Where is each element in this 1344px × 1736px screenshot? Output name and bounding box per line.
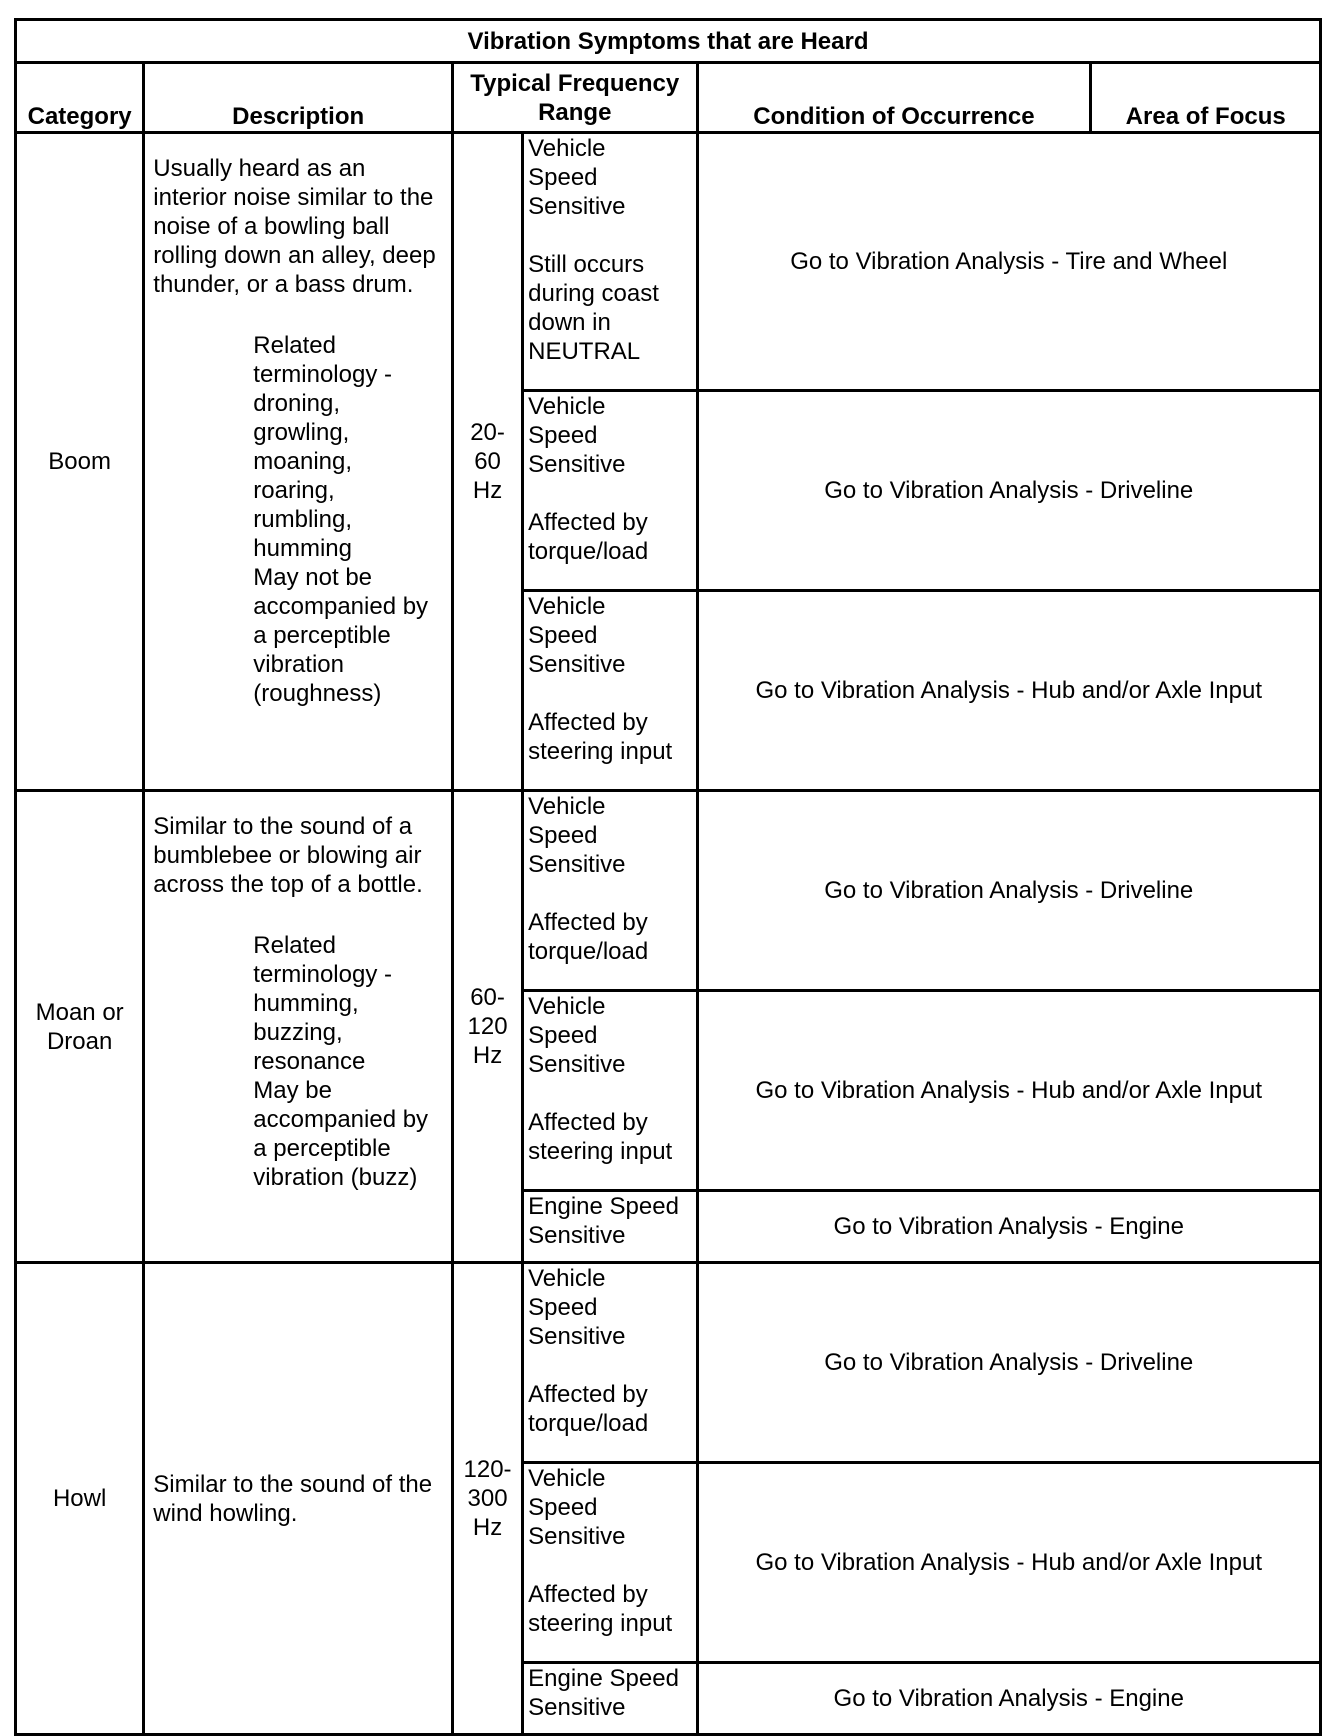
text-line: 60 [474,448,501,475]
vibration-document [14,18,1322,1720]
text-line: droning, [253,390,341,417]
text-line: 20- [470,419,505,446]
table-row [16,791,1321,991]
description-cell [144,1263,453,1735]
text-line: vibration [253,651,344,678]
text-line: a perceptible [253,1135,391,1162]
category-cell: Howl [16,1263,144,1735]
category-cell: Boom [16,133,144,791]
text-line: 120 [467,1013,508,1040]
condition-gap [528,879,691,908]
text-line: Vehicle [528,1265,606,1292]
text-line: Hz [472,1514,503,1541]
header-frequency: Typical Frequency Range [452,63,697,133]
text-line: 120- [463,1456,512,1483]
focus-cell: Go to Vibration Analysis - Tire and Wheel [697,133,1320,391]
text-line: May not be [253,564,373,591]
text-line: Engine Speed [528,1665,679,1692]
focus-cell: Go to Vibration Analysis - Hub and/or Axle Input [697,1463,1320,1663]
text-line: Speed [528,1494,598,1521]
text-line: growling, [253,419,350,446]
text-line: Vehicle [528,393,606,420]
condition-gap [528,221,691,250]
table-title: Vibration Symptoms that are Heard [16,20,1321,63]
header-focus: Area of Focus [1091,63,1321,133]
text-line: Vehicle [528,593,606,620]
header-condition: Condition of Occurrence [697,63,1091,133]
category-cell: Moan or Droan [16,791,144,1263]
text-line: terminology - [253,961,392,988]
condition-gap [528,479,691,508]
text-line: Vehicle [528,1465,606,1492]
table-row [16,1263,1321,1463]
condition-cell [523,133,697,391]
condition-gap [528,1079,691,1108]
text-line: Sensitive [528,1323,626,1350]
text-line: accompanied by [253,1106,429,1133]
text-line: Sensitive [528,651,626,678]
description-text: Similar to the sound of the wind howling. [153,1470,433,1527]
text-line: Speed [528,1294,598,1321]
text-line: Sensitive [528,851,626,878]
table-row [16,133,1321,391]
condition-cell [523,991,697,1191]
text-line: steering input [528,1610,673,1637]
text-line: steering input [528,738,673,765]
related-terminology [149,299,447,708]
condition-gap [528,1551,691,1580]
condition-cell [523,1663,697,1735]
text-line: Affected by [528,1581,648,1608]
text-line: resonance [253,1048,366,1075]
text-line: Sensitive [528,1051,626,1078]
text-line: humming, [253,990,359,1017]
focus-cell: Go to Vibration Analysis - Engine [697,1663,1320,1735]
frequency-cell [452,1263,522,1735]
text-line: accompanied by [253,593,429,620]
text-line: torque/load [528,1410,649,1437]
text-line: Hz [472,1042,503,1069]
text-line: (roughness) [253,680,382,707]
text-line: Speed [528,1022,598,1049]
focus-cell: Go to Vibration Analysis - Driveline [697,391,1320,591]
description-cell [144,791,453,1263]
text-line: May be [253,1077,332,1104]
text-line: Sensitive [528,193,626,220]
text-line: Affected by [528,1109,648,1136]
text-line: down in [528,309,611,336]
text-line: torque/load [528,538,649,565]
text-line: Vehicle [528,993,606,1020]
text-line: Speed [528,422,598,449]
text-line: Related [253,332,337,359]
text-line: torque/load [528,938,649,965]
text-line: roaring, [253,477,335,504]
text-line: rumbling, [253,506,352,533]
text-line: Sensitive [528,1222,626,1249]
text-line: 60- [470,984,505,1011]
text-line: vibration (buzz) [253,1164,418,1191]
text-line: buzzing, [253,1019,343,1046]
text-line: Speed [528,164,598,191]
focus-cell: Go to Vibration Analysis - Driveline [697,791,1320,991]
condition-cell [523,391,697,591]
frequency-cell [452,791,522,1263]
condition-gap [528,1351,691,1380]
description-text: Usually heard as an interior noise similar to the noise of a bowling ball rolling down an alley, deep thunder, or a bass drum. [153,155,436,298]
text-line: Vehicle [528,135,606,162]
text-line: Speed [528,622,598,649]
description-text: Similar to the sound of a bumblebee or blowing air across the top of a bottle. [153,813,423,898]
text-line: moaning, [253,448,353,475]
text-line: Related [253,932,337,959]
text-line: Vehicle [528,793,606,820]
text-line: terminology - [253,361,392,388]
condition-cell [523,1263,697,1463]
text-line: during coast [528,280,659,307]
text-line: Speed [528,822,598,849]
text-line: 300 [467,1485,508,1512]
header-category: Category [16,63,144,133]
condition-cell [523,791,697,991]
focus-cell: Go to Vibration Analysis - Hub and/or Axle Input [697,991,1320,1191]
text-line: Affected by [528,909,648,936]
focus-cell: Go to Vibration Analysis - Engine [697,1191,1320,1263]
text-line: Hz [472,477,503,504]
condition-gap [528,679,691,708]
text-line: Engine Speed [528,1193,679,1220]
text-line: Affected by [528,709,648,736]
text-line: a perceptible [253,622,391,649]
text-line: steering input [528,1138,673,1165]
condition-cell [523,1463,697,1663]
focus-cell: Go to Vibration Analysis - Driveline [697,1263,1320,1463]
text-line: Affected by [528,1381,648,1408]
related-terminology [149,899,447,1192]
header-description: Description [144,63,453,133]
condition-cell [523,591,697,791]
text-line: Sensitive [528,1694,626,1721]
text-line: NEUTRAL [528,338,641,365]
vibration-table [14,18,1322,1736]
description-cell [144,133,453,791]
text-line: Sensitive [528,1523,626,1550]
text-line: Sensitive [528,451,626,478]
frequency-cell [452,133,522,791]
text-line: humming [253,535,352,562]
condition-cell [523,1191,697,1263]
table-body [16,133,1321,1735]
text-line: Still occurs [528,251,645,278]
text-line: Affected by [528,509,648,536]
focus-cell: Go to Vibration Analysis - Hub and/or Axle Input [697,591,1320,791]
